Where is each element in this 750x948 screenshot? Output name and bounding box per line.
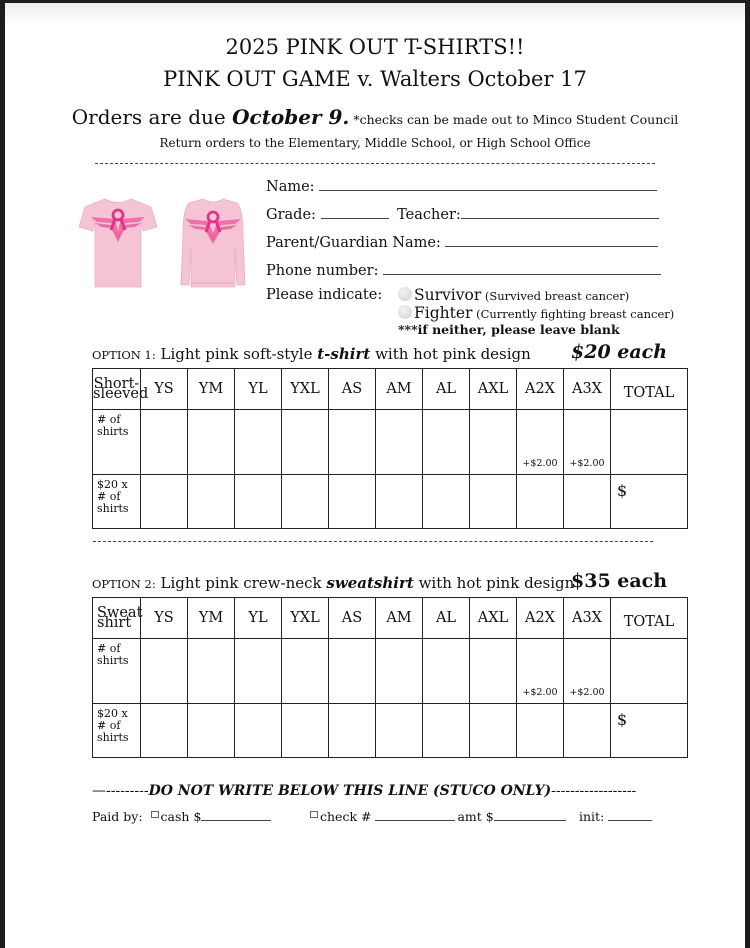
size-header: AXL xyxy=(470,598,517,639)
name-input[interactable] xyxy=(319,176,657,191)
qty-row-label: # of shirts xyxy=(93,639,141,704)
upcharge-note: +$2.00 xyxy=(522,458,558,469)
parent-label: Parent/Guardian Name: xyxy=(266,235,441,251)
option2-subtotal-row xyxy=(93,704,688,758)
qty-cell-ym[interactable] xyxy=(188,410,235,475)
size-header: A2X xyxy=(517,598,564,639)
fighter-option[interactable] xyxy=(398,304,674,322)
sub-cell-ym[interactable] xyxy=(188,704,235,758)
parent-input[interactable] xyxy=(445,232,658,247)
subtotal-row-label: $20 x # of shirts xyxy=(93,704,141,758)
indicate-label: Please indicate: xyxy=(266,287,383,303)
qty-cell-am[interactable] xyxy=(376,639,423,704)
paid-by-row xyxy=(92,808,271,824)
init-row xyxy=(579,808,652,824)
tshirt-image xyxy=(79,195,157,291)
sub-cell-a3x[interactable] xyxy=(564,475,611,529)
size-header: A3X xyxy=(564,598,611,639)
total-header: TOTAL xyxy=(611,598,688,639)
stuco-dashes-right: ------------------ xyxy=(551,783,637,799)
dashed-divider xyxy=(95,163,655,164)
size-header: A2X xyxy=(517,369,564,410)
option1-price: $20 each xyxy=(571,341,668,363)
size-header: AM xyxy=(376,369,423,410)
qty-cell-al[interactable] xyxy=(423,410,470,475)
qty-cell-total[interactable] xyxy=(611,639,688,704)
sub-cell-total[interactable] xyxy=(611,704,688,758)
size-header: YS xyxy=(141,369,188,410)
check-amount-input[interactable] xyxy=(494,808,566,821)
size-header: YM xyxy=(188,369,235,410)
return-note: Return orders to the Elementary, Middle School, or High School Office xyxy=(159,136,591,150)
sub-cell-yl[interactable] xyxy=(235,704,282,758)
option2-title xyxy=(92,574,574,592)
dollar-sign: $ xyxy=(617,481,628,500)
amt-label: amt $ xyxy=(457,809,494,824)
option2-order-table xyxy=(92,597,688,758)
parent-field-row xyxy=(266,232,658,251)
option1-subtotal-row xyxy=(93,475,688,529)
option1-label: OPTION 1: xyxy=(92,348,156,362)
neither-note: ***if neither, please leave blank xyxy=(398,322,620,337)
option2-price: $35 each xyxy=(571,570,668,592)
qty-cell-a3x[interactable] xyxy=(564,410,611,475)
due-prefix: Orders are due xyxy=(71,105,233,129)
init-input[interactable] xyxy=(608,808,652,821)
size-header: YXL xyxy=(282,369,329,410)
name-label: Name: xyxy=(266,179,315,195)
qty-cell-axl[interactable] xyxy=(470,639,517,704)
size-header: AXL xyxy=(470,369,517,410)
dashed-divider xyxy=(93,541,653,542)
sub-cell-ys[interactable] xyxy=(141,475,188,529)
name-field-row xyxy=(266,176,657,195)
sub-cell-yl[interactable] xyxy=(235,475,282,529)
upcharge-note: +$2.00 xyxy=(569,687,605,698)
stuco-heading: DO NOT WRITE BELOW THIS LINE (STUCO ONLY) xyxy=(148,783,552,799)
teacher-label: Teacher: xyxy=(397,207,461,223)
phone-field-row xyxy=(266,260,661,279)
sub-cell-a2x[interactable] xyxy=(517,704,564,758)
sub-cell-yxl[interactable] xyxy=(282,475,329,529)
option2-item: sweatshirt xyxy=(326,574,414,592)
cash-checkbox[interactable] xyxy=(151,811,159,818)
size-header: AL xyxy=(423,598,470,639)
sub-cell-a2x[interactable] xyxy=(517,475,564,529)
qty-cell-ym[interactable] xyxy=(188,639,235,704)
dollar-sign: $ xyxy=(617,710,628,729)
grade-teacher-row xyxy=(266,204,659,223)
qty-row-label: # of shirts xyxy=(93,410,141,475)
qty-cell-as[interactable] xyxy=(329,639,376,704)
size-header: YS xyxy=(141,598,188,639)
size-header: AL xyxy=(423,369,470,410)
check-label: check # xyxy=(320,809,372,824)
qty-cell-a2x[interactable] xyxy=(517,410,564,475)
sub-cell-al[interactable] xyxy=(423,475,470,529)
cash-label: cash $ xyxy=(160,809,202,824)
sub-cell-yxl[interactable] xyxy=(282,704,329,758)
qty-cell-yl[interactable] xyxy=(235,410,282,475)
sub-cell-axl[interactable] xyxy=(470,475,517,529)
sub-cell-total[interactable] xyxy=(611,475,688,529)
size-header: AS xyxy=(329,369,376,410)
sweatshirt-image xyxy=(179,195,247,291)
check-row xyxy=(310,808,566,824)
fighter-note: (Currently fighting breast cancer) xyxy=(472,307,675,321)
size-header: AS xyxy=(329,598,376,639)
qty-cell-yxl[interactable] xyxy=(282,639,329,704)
sub-cell-ys[interactable] xyxy=(141,704,188,758)
option2-quantity-row xyxy=(93,639,688,704)
option1-order-table xyxy=(92,368,688,529)
option1-desc-pre: Light pink soft-style xyxy=(155,345,318,363)
stuco-only-divider xyxy=(92,783,636,799)
due-date: October 9. xyxy=(232,105,350,129)
fighter-radio[interactable] xyxy=(398,305,412,319)
survivor-label: Survivor xyxy=(414,286,482,304)
sub-cell-a3x[interactable] xyxy=(564,704,611,758)
survivor-note: (Survived breast cancer) xyxy=(481,289,630,303)
option1-corner-label: Short-sleeved xyxy=(93,369,141,410)
option2-header-row xyxy=(93,598,688,639)
sub-cell-al[interactable] xyxy=(423,704,470,758)
qty-cell-a3x[interactable] xyxy=(564,639,611,704)
option1-desc-post: with hot pink design xyxy=(370,345,531,363)
fighter-label: Fighter xyxy=(414,304,473,322)
sub-cell-ym[interactable] xyxy=(188,475,235,529)
survivor-radio[interactable] xyxy=(398,287,412,301)
sub-cell-as[interactable] xyxy=(329,704,376,758)
grade-input[interactable] xyxy=(321,204,389,219)
grade-label: Grade: xyxy=(266,207,316,223)
subtotal-row-label: $20 x # of shirts xyxy=(93,475,141,529)
check-checkbox[interactable] xyxy=(310,811,318,818)
size-header: A3X xyxy=(564,369,611,410)
option2-label: OPTION 2: xyxy=(92,577,156,591)
size-header: YM xyxy=(188,598,235,639)
qty-cell-ys[interactable] xyxy=(141,410,188,475)
qty-cell-al[interactable] xyxy=(423,639,470,704)
order-form-page xyxy=(5,3,745,948)
survivor-option[interactable] xyxy=(398,286,629,304)
upcharge-note: +$2.00 xyxy=(522,687,558,698)
due-date-line xyxy=(5,105,745,129)
sub-cell-axl[interactable] xyxy=(470,704,517,758)
qty-cell-as[interactable] xyxy=(329,410,376,475)
phone-label: Phone number: xyxy=(266,263,379,279)
qty-cell-yxl[interactable] xyxy=(282,410,329,475)
title-line-2: PINK OUT GAME v. Walters October 17 xyxy=(163,67,587,91)
option1-item: t-shirt xyxy=(317,345,371,363)
size-header: AM xyxy=(376,598,423,639)
title-line-1: 2025 PINK OUT T-SHIRTS!! xyxy=(225,35,525,59)
check-number-input[interactable] xyxy=(375,808,455,821)
cash-amount-input[interactable] xyxy=(201,808,271,821)
paid-by-label: Paid by: xyxy=(92,809,143,824)
stuco-dashes-left: —--------- xyxy=(92,783,149,799)
qty-cell-axl[interactable] xyxy=(470,410,517,475)
upcharge-note: +$2.00 xyxy=(569,458,605,469)
option1-title xyxy=(92,345,531,363)
option1-header-row xyxy=(93,369,688,410)
init-label: init: xyxy=(579,809,605,824)
size-header: YL xyxy=(235,598,282,639)
option2-desc-post: with hot pink design xyxy=(413,574,575,592)
option1-quantity-row xyxy=(93,410,688,475)
size-header: YXL xyxy=(282,598,329,639)
qty-cell-total[interactable] xyxy=(611,410,688,475)
phone-input[interactable] xyxy=(383,260,661,275)
checks-note: *checks can be made out to Minco Student Council xyxy=(349,112,679,127)
sub-cell-as[interactable] xyxy=(329,475,376,529)
qty-cell-ys[interactable] xyxy=(141,639,188,704)
qty-cell-a2x[interactable] xyxy=(517,639,564,704)
sub-cell-am[interactable] xyxy=(376,704,423,758)
size-header: YL xyxy=(235,369,282,410)
qty-cell-yl[interactable] xyxy=(235,639,282,704)
teacher-input[interactable] xyxy=(461,204,659,219)
sub-cell-am[interactable] xyxy=(376,475,423,529)
option2-corner-label: Sweat shirt xyxy=(93,598,141,639)
total-header: TOTAL xyxy=(611,369,688,410)
qty-cell-am[interactable] xyxy=(376,410,423,475)
option2-desc-pre: Light pink crew-neck xyxy=(155,574,327,592)
